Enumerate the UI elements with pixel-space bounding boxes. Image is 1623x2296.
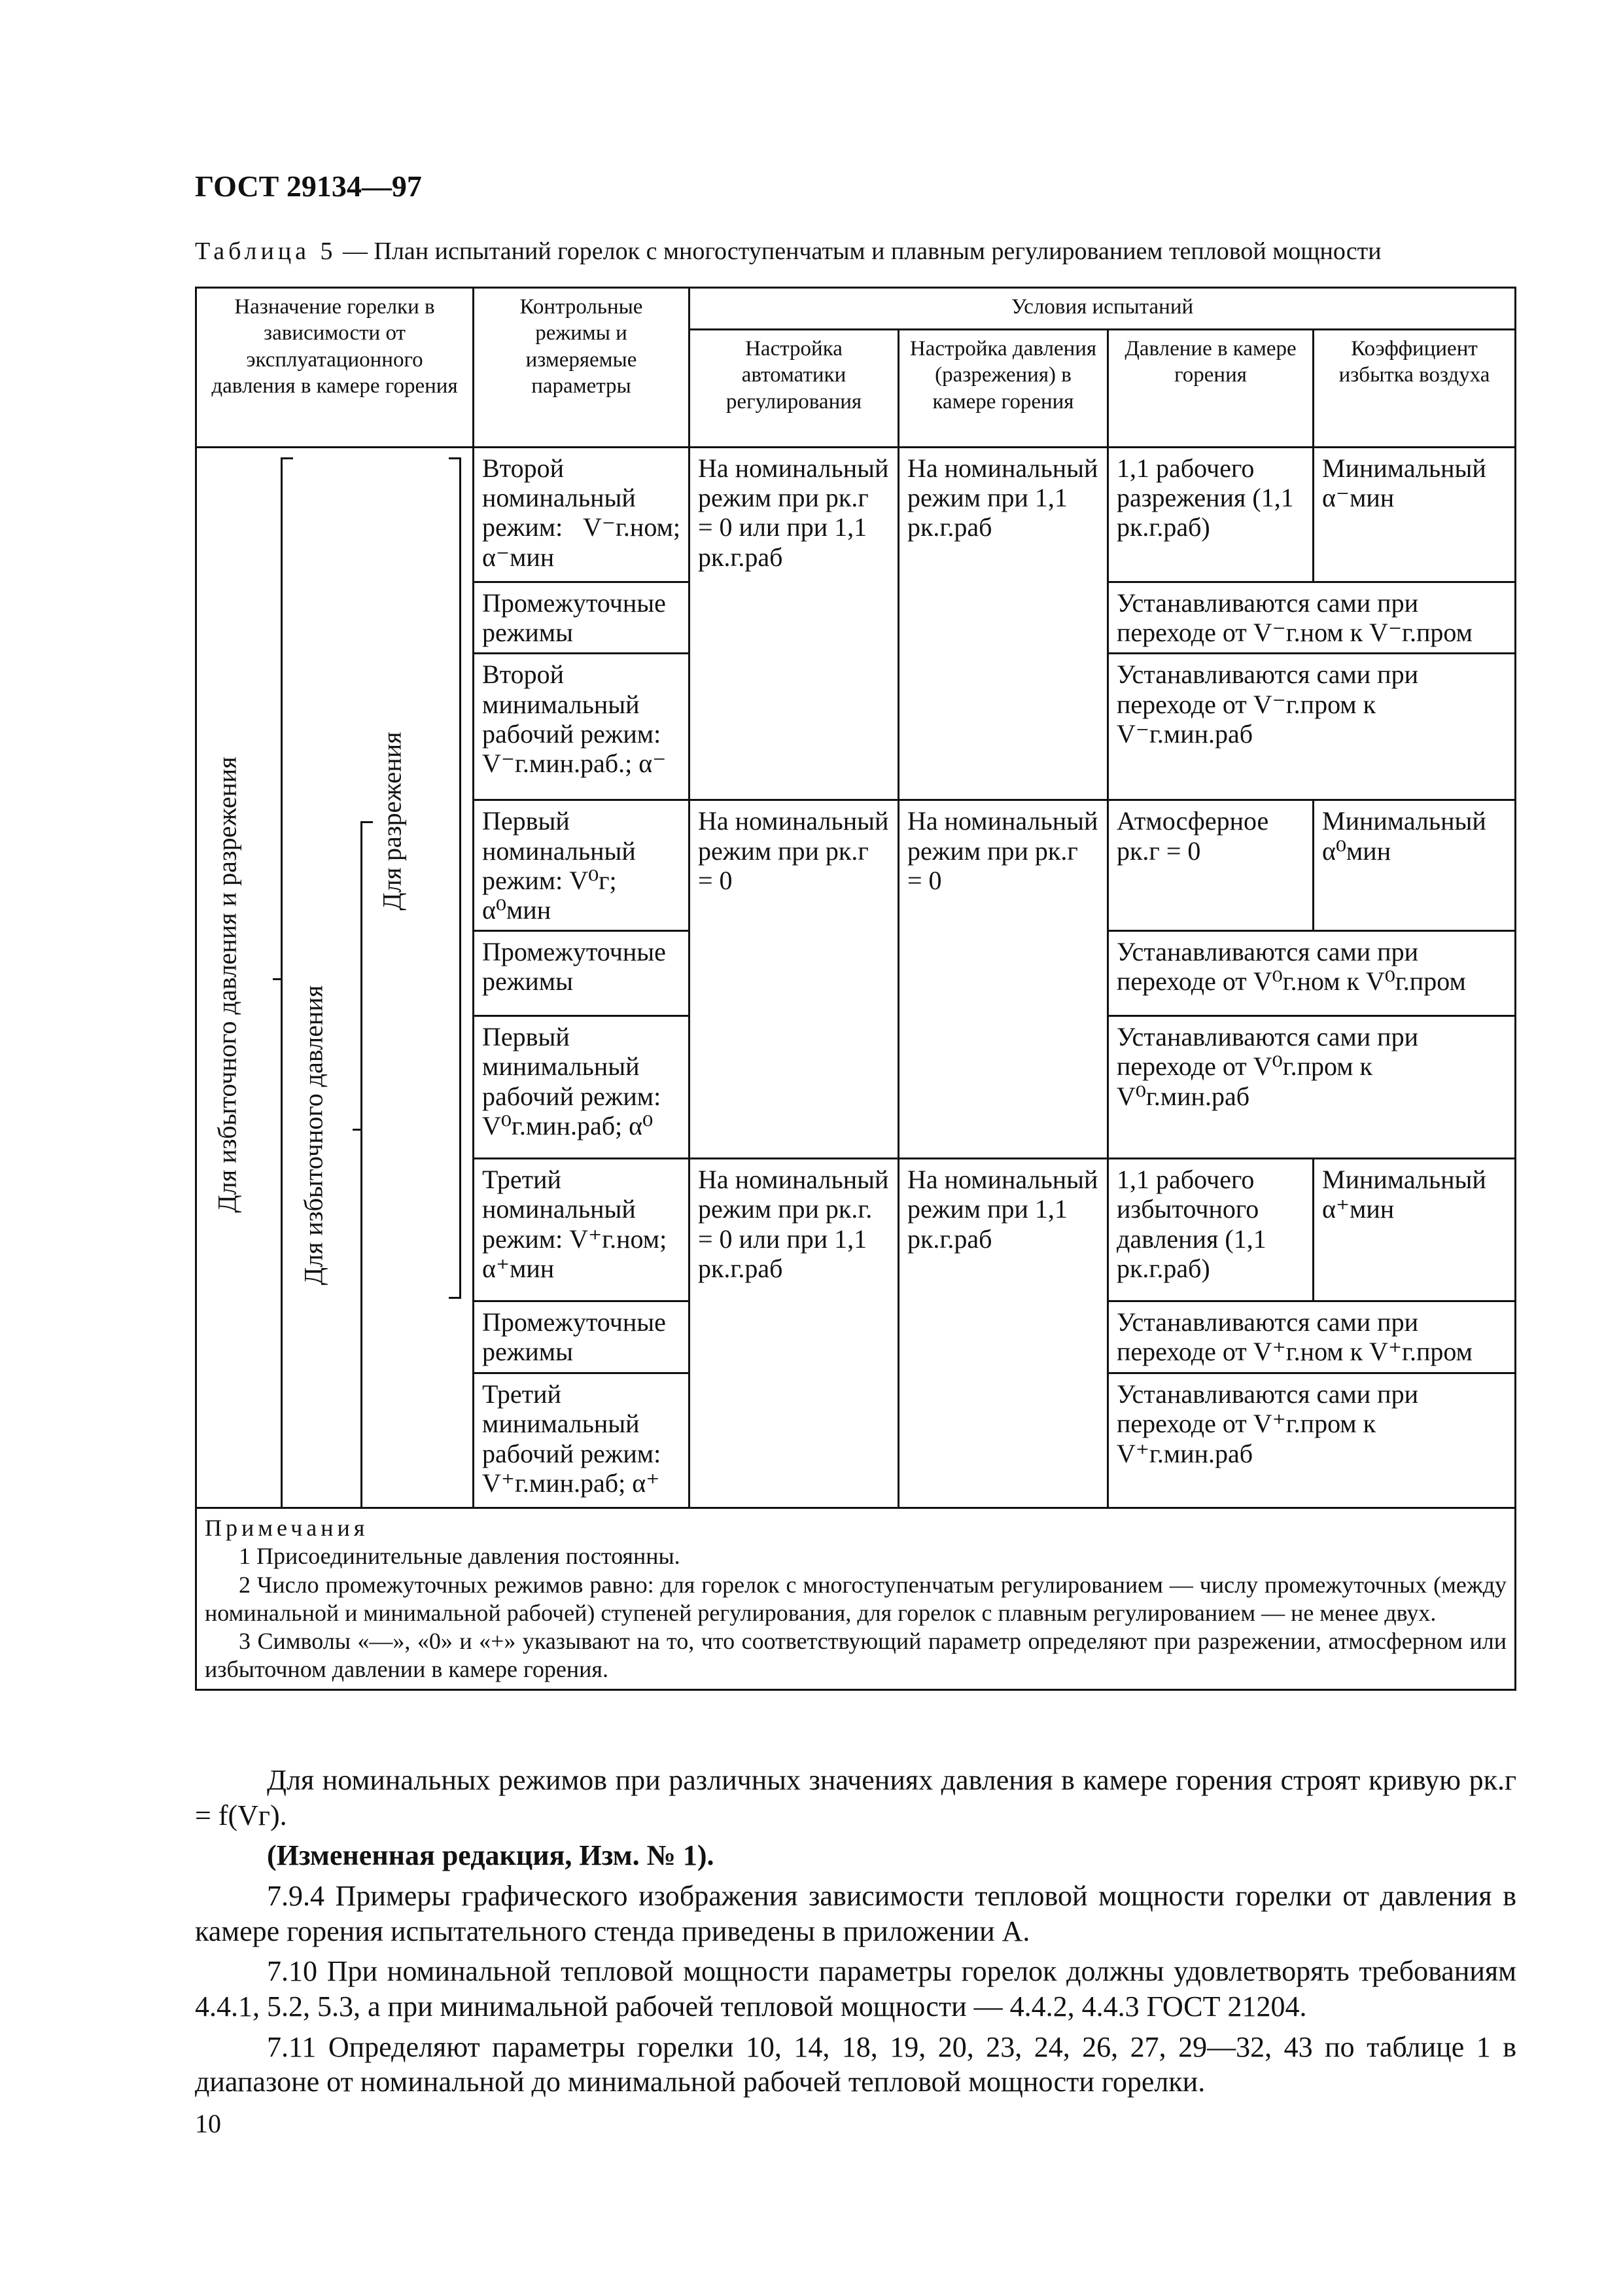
note-3: 3 Символы «—», «0» и «+» указывают на то, что соответствующий параметр определяют при разрежении, атмосферном или избыточном давлении в камере горения.	[205, 1627, 1507, 1683]
r6-conditions: Устанавливаются сами при переходе от V⁰г.пром к V⁰г.мин.раб	[1108, 1016, 1516, 1159]
r9-conditions: Устанавливаются сами при переходе от V⁺г.пром к V⁺г.мин.раб	[1108, 1373, 1516, 1508]
r7-mode: Третий номинальный режим: V⁺г.ном; α⁺мин	[474, 1159, 689, 1301]
r4-draft: На номинальный режим при pк.г = 0	[899, 800, 1108, 1159]
header-pressure: Давление в камере горения	[1108, 330, 1314, 448]
r3-mode: Второй минимальный рабочий режим: V⁻г.мин.раб.; α⁻	[474, 654, 689, 800]
label-overpressure: Для избыточного давления	[298, 985, 328, 1286]
header-excess-air: Коэффициент избытка воздуха	[1314, 330, 1516, 448]
table-caption	[195, 237, 1523, 266]
header-conditions: Условия испытаний	[689, 288, 1516, 330]
brace-tip-both	[273, 978, 282, 980]
r9-mode: Третий минимальный рабочий режим: V⁺г.мин.раб; α⁺	[474, 1373, 689, 1508]
paragraph-curve: Для номинальных режимов при различных значениях давления в камере горения строят кривую pк.г = f(Vг).	[195, 1764, 1516, 1831]
r8-mode: Промежуточные режимы	[474, 1301, 689, 1373]
r2-conditions: Устанавливаются сами при переходе от V⁻г.ном к V⁻г.пром	[1108, 582, 1516, 654]
brace-tip-overpressure	[353, 1129, 362, 1131]
r4-excess-air: Минимальный α⁰мин	[1314, 800, 1516, 931]
r7-draft: На номинальный режим при 1,1 pк.г.раб	[899, 1159, 1108, 1508]
label-both: Для избыточного давления и разрежения	[212, 756, 242, 1213]
r4-mode: Первый номинальный режим: V⁰г; α⁰мин	[474, 800, 689, 931]
page-number: 10	[195, 2109, 221, 2138]
purpose-brackets	[196, 448, 474, 1508]
r1-mode: Второй номинальный режим: V⁻г.ном; α⁻мин	[474, 448, 689, 582]
r1-excess-air: Минимальный α⁻мин	[1314, 448, 1516, 582]
table-caption-text: — План испытаний горелок с многоступенчатым и плавным регулированием тепловой мощности	[336, 238, 1382, 265]
bracket-vacuum	[449, 457, 461, 1299]
header-purpose: Назначение горелки в зависимости от эксплуатационного давления в камере горения	[196, 288, 474, 448]
table-notes	[196, 1508, 1516, 1690]
paragraph-amendment: (Измененная редакция, Изм. № 1).	[267, 1839, 714, 1872]
paragraph-7-10: 7.10 При номинальной тепловой мощности параметры горелок должны удовлетворять требованиям 4.4.1, 5.2, 5.3, а при минимальной рабочей тепловой мощности — 4.4.2, 4.4.3 ГОСТ 21204.	[195, 1955, 1516, 2023]
test-plan-table	[195, 287, 1516, 1691]
r7-automation: На номинальный режим при pк.г. = 0 или при 1,1 pк.г.раб	[689, 1159, 899, 1508]
header-modes: Контрольные режимы и измеряемые параметры	[474, 288, 689, 448]
table-caption-prefix: Таблица 5	[195, 238, 337, 265]
header-draft: Настройка давления (разрежения) в камере горения	[899, 330, 1108, 448]
r1-automation: На номинальный режим при pк.г = 0 или при 1,1 pк.г.раб	[689, 448, 899, 800]
body-text	[195, 1763, 1516, 2105]
r5-mode: Промежуточные режимы	[474, 931, 689, 1016]
r1-draft: На номинальный режим при 1,1 pк.г.раб	[899, 448, 1108, 800]
notes-title: Примечания	[205, 1515, 369, 1542]
bracket-both	[281, 457, 293, 1508]
r7-pressure: 1,1 рабочего избыточного давления (1,1 pк.г.раб)	[1108, 1159, 1314, 1301]
note-1: 1 Присоединительные давления постоянны.	[239, 1543, 680, 1570]
paragraph-7-9-4: 7.9.4 Примеры графического изображения зависимости тепловой мощности горелки от давления в камере горения испытательного стенда приведены в приложении А.	[195, 1880, 1516, 1947]
r7-excess-air: Минимальный α⁺мин	[1314, 1159, 1516, 1301]
r4-automation: На номинальный режим при pк.г = 0	[689, 800, 899, 1159]
header-automation: Настройка автоматики регулирования	[689, 330, 899, 448]
r3-conditions: Устанавливаются сами при переходе от V⁻г.пром к V⁻г.мин.раб	[1108, 654, 1516, 800]
r4-pressure: Атмосферное pк.г = 0	[1108, 800, 1314, 931]
r2-mode: Промежуточные режимы	[474, 582, 689, 654]
note-2: 2 Число промежуточных режимов равно: для горелок с многоступенчатым регулированием — числу промежуточных (между номинальной и минимальной рабочей) ступеней регулирования, для горелок с плавным регулированием — не менее двух.	[205, 1571, 1507, 1626]
paragraph-7-11: 7.11 Определяют параметры горелки 10, 14, 18, 19, 20, 23, 24, 26, 27, 29—32, 43 по таблице 1 в диапазоне от номинальной до минимальной рабочей тепловой мощности горелки.	[195, 2030, 1516, 2098]
r5-conditions: Устанавливаются сами при переходе от V⁰г.ном к V⁰г.пром	[1108, 931, 1516, 1016]
label-vacuum: Для разрежения	[377, 732, 407, 911]
r1-pressure: 1,1 рабочего разрежения (1,1 pк.г.раб)	[1108, 448, 1314, 582]
r8-conditions: Устанавливаются сами при переходе от V⁺г.ном к V⁺г.пром	[1108, 1301, 1516, 1373]
r6-mode: Первый минимальный рабочий режим: V⁰г.мин.раб; α⁰	[474, 1016, 689, 1159]
bracket-overpressure	[360, 821, 373, 1508]
document-number: ГОСТ 29134—97	[195, 169, 422, 203]
